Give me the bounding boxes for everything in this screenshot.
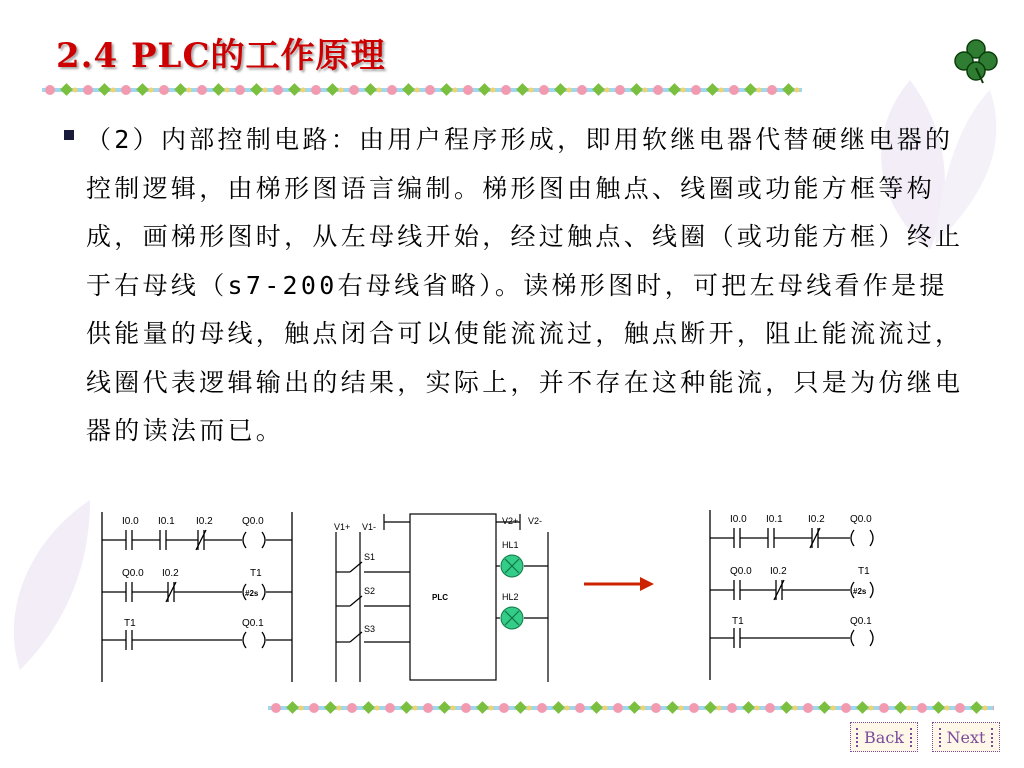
contact-label: I0.0 xyxy=(730,514,747,525)
contact-label: Q0.0 xyxy=(730,566,752,577)
coil-label: Q0.0 xyxy=(242,516,264,527)
power-label: V2+ xyxy=(502,516,519,526)
contact-label: I0.2 xyxy=(162,568,179,579)
contact-label: I0.2 xyxy=(196,516,213,527)
switch-label: S3 xyxy=(364,624,376,634)
coil-label: Q0.1 xyxy=(242,618,264,629)
next-button[interactable] xyxy=(932,722,1000,752)
coil-label: Q0.1 xyxy=(850,616,872,627)
timer-label: T1 xyxy=(858,566,870,577)
body-paragraph: （2）内部控制电路：由用户程序形成，即用软继电器代替硬继电器的控制逻辑，由梯形图语言编制。梯形图由触点、线圈或功能方框等构成，画梯形图时，从左母线开始，经过触点、线圈（或功能方框）终止于右母线（s7-200右母线省略）。读梯形图时，可把左母线看作是提供能量的母线，触点闭合可以使能流流过，触点断开，阻止能流流过，线圈代表逻辑输出的结果，实际上，并不存在这种能流，只是为仿继电器的读法而已。 xyxy=(86,125,964,445)
lamp-label: HL2 xyxy=(502,592,519,602)
power-label: V1+ xyxy=(334,522,351,532)
contact-label: Q0.0 xyxy=(122,568,144,579)
slide-title: 2.4 PLC的工作原理 xyxy=(56,36,386,76)
contact-label: I0.1 xyxy=(158,516,175,527)
plc-wiring-diagram xyxy=(330,510,560,684)
plc-label: PLC xyxy=(432,593,448,602)
contact-label: T1 xyxy=(124,618,136,629)
bullet-marker xyxy=(64,130,74,140)
contact-label: I0.1 xyxy=(766,514,783,525)
contact-label: I0.2 xyxy=(770,566,787,577)
next-button-label: Next xyxy=(939,728,994,747)
contact-label: T1 xyxy=(732,616,744,627)
ladder-diagram-right xyxy=(704,508,904,682)
timer-preset: #2s xyxy=(853,587,867,596)
power-label: V1- xyxy=(362,522,377,532)
contact-label: I0.2 xyxy=(808,514,825,525)
back-button[interactable] xyxy=(850,722,918,752)
bottom-decorative-border xyxy=(268,700,994,714)
ladder-diagram-left xyxy=(96,510,302,684)
timer-label: T1 xyxy=(250,568,262,579)
clover-icon xyxy=(953,38,999,84)
timer-preset: #2s xyxy=(245,589,259,598)
coil-label: Q0.0 xyxy=(850,514,872,525)
top-decorative-border xyxy=(42,82,802,96)
switch-label: S2 xyxy=(364,586,376,596)
power-label: V2- xyxy=(528,516,543,526)
arrow-icon xyxy=(582,574,656,594)
lamp-label: HL1 xyxy=(502,540,519,550)
back-button-label: Back xyxy=(856,728,912,747)
switch-label: S1 xyxy=(364,552,376,562)
contact-label: I0.0 xyxy=(122,516,139,527)
